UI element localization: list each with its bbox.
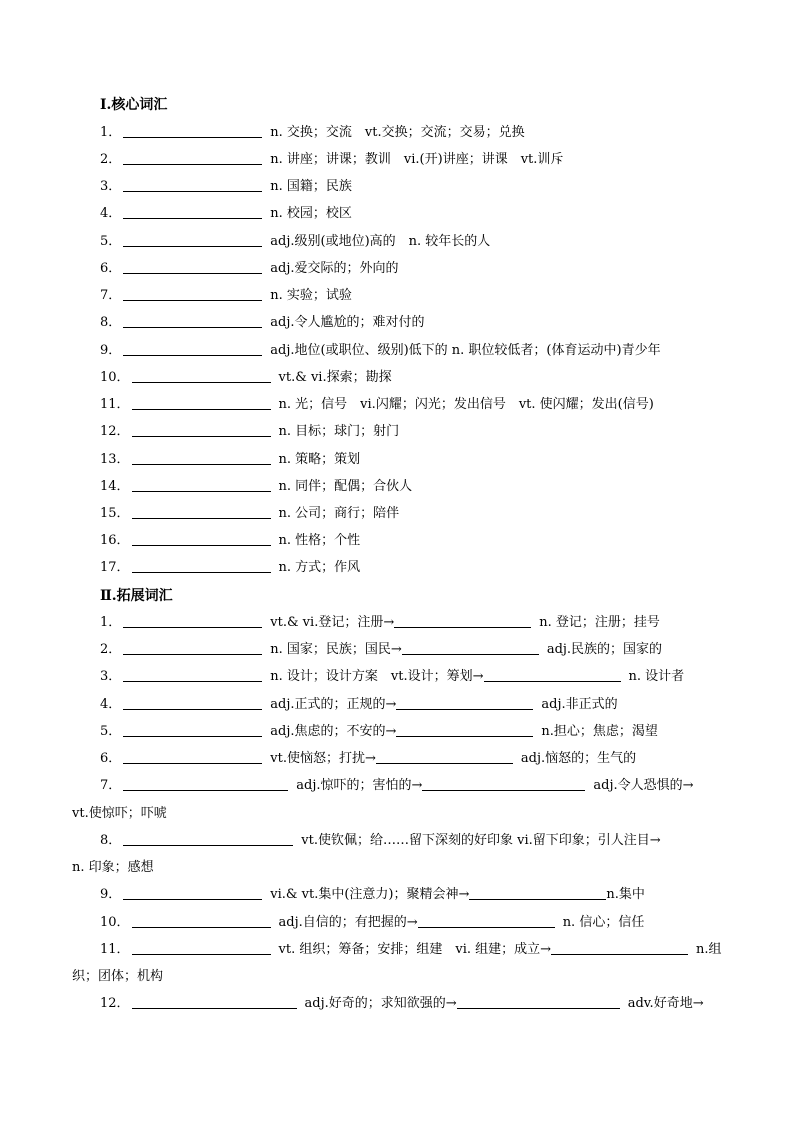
definition: n. 设计者 <box>628 669 685 684</box>
definition: n. 登记；注册；挂号 <box>539 615 660 630</box>
definition: n. 光；信号 vi.闪耀；闪光；发出信号 vt. 使闪耀；发出(信号) <box>278 397 654 412</box>
item-number: 1． <box>100 125 122 140</box>
definition: n. 方式；作风 <box>278 560 361 575</box>
answer-blank[interactable] <box>132 395 271 410</box>
answer-blank[interactable] <box>123 341 262 356</box>
answer-blank[interactable] <box>457 994 620 1009</box>
definition: adj.地位(或职位、级别)低下的 n. 职位较低者；(体育运动中)青少年 <box>270 343 661 358</box>
answer-blank[interactable] <box>123 831 293 846</box>
vocab-item <box>100 256 399 276</box>
item-number: 9． <box>100 343 122 358</box>
vocab-item-continuation <box>72 964 163 984</box>
definition: n. 交换；交流 vt.交换；交流；交易；兑换 <box>270 125 525 140</box>
answer-blank[interactable] <box>376 749 513 764</box>
vocab-item-continuation <box>72 855 154 875</box>
vocab-item <box>100 365 392 385</box>
vocab-item <box>100 174 352 194</box>
vocab-item <box>100 201 352 221</box>
definition: vi.& vt.集中(注意力)；聚精会神→ <box>270 887 470 902</box>
definition: adv.好奇地→ <box>627 996 704 1011</box>
definition: vt.使惊吓；吓唬 <box>72 806 167 821</box>
definition: n. 同伴；配偶；合伙人 <box>278 479 413 494</box>
vocab-item <box>100 419 399 439</box>
definition: n. 印象；感想 <box>72 860 154 875</box>
definition: adj.令人恐惧的→ <box>593 778 694 793</box>
definition: adj.恼怒的；生气的 <box>520 751 637 766</box>
definition: adj.正式的；正规的→ <box>270 697 397 712</box>
answer-blank[interactable] <box>422 776 585 791</box>
vocab-item <box>100 501 399 521</box>
vocab-item <box>100 637 662 657</box>
vocab-item <box>100 528 360 548</box>
item-number: 3． <box>100 669 122 684</box>
item-number: 13． <box>100 452 130 467</box>
definition: adj.爱交际的；外向的 <box>270 261 399 276</box>
item-number: 10． <box>100 915 130 930</box>
item-number: 8． <box>100 315 122 330</box>
definition: vt.使钦佩；给……留下深刻的好印象 vi.留下印象；引人注目→ <box>301 833 661 848</box>
item-number: 11． <box>100 942 130 957</box>
vocab-item <box>100 283 352 303</box>
answer-blank[interactable] <box>132 477 271 492</box>
vocab-item <box>100 828 661 848</box>
item-number: 5． <box>100 724 122 739</box>
definition: 织；团体；机构 <box>72 969 164 984</box>
answer-blank[interactable] <box>551 940 688 955</box>
item-number: 15． <box>100 506 130 521</box>
answer-blank[interactable] <box>132 531 271 546</box>
vocab-item <box>100 746 636 766</box>
vocab-item <box>100 447 360 467</box>
vocab-item <box>100 610 660 630</box>
answer-blank[interactable] <box>132 504 271 519</box>
answer-blank[interactable] <box>123 722 262 737</box>
item-number: 12． <box>100 424 130 439</box>
definition: adj.民族的；国家的 <box>546 642 663 657</box>
definition: n. 校园；校区 <box>270 206 352 221</box>
answer-blank[interactable] <box>123 232 262 247</box>
definition: n. 目标；球门；射门 <box>278 424 400 439</box>
vocab-item <box>100 664 684 684</box>
definition: n.集中 <box>606 887 645 902</box>
item-number: 2． <box>100 642 122 657</box>
definition: n. 公司；商行；陪伴 <box>278 506 400 521</box>
answer-blank[interactable] <box>418 913 555 928</box>
vocab-item <box>100 392 654 412</box>
answer-blank[interactable] <box>123 749 262 764</box>
answer-blank[interactable] <box>402 640 539 655</box>
answer-blank[interactable] <box>123 259 262 274</box>
vocab-item <box>100 719 658 739</box>
section-heading-core-vocabulary: Ⅰ.核心词汇 <box>100 97 168 113</box>
vocab-item <box>100 991 704 1011</box>
answer-blank[interactable] <box>484 667 621 682</box>
answer-blank[interactable] <box>132 940 271 955</box>
vocab-item <box>100 910 644 930</box>
answer-blank[interactable] <box>132 994 297 1009</box>
vocab-item <box>100 937 722 957</box>
item-number: 16． <box>100 533 130 548</box>
vocab-item <box>100 692 618 712</box>
answer-blank[interactable] <box>123 776 288 791</box>
definition: adj.非正式的 <box>541 697 618 712</box>
answer-blank[interactable] <box>394 613 531 628</box>
item-number: 14． <box>100 479 130 494</box>
definition: adj.好奇的；求知欲强的→ <box>304 996 457 1011</box>
answer-blank[interactable] <box>123 667 262 682</box>
answer-blank[interactable] <box>469 885 606 900</box>
definition: n. 国家；民族；国民→ <box>270 642 402 657</box>
item-number: 6． <box>100 261 122 276</box>
answer-blank[interactable] <box>132 558 271 573</box>
vocab-item <box>100 147 563 167</box>
item-number: 8． <box>100 833 122 848</box>
definition: n. 策略；策划 <box>278 452 361 467</box>
answer-blank[interactable] <box>396 695 533 710</box>
item-number: 7． <box>100 778 122 793</box>
definition: n. 设计；设计方案 vt.设计；筹划→ <box>270 669 484 684</box>
answer-blank[interactable] <box>123 286 262 301</box>
item-number: 5． <box>100 234 122 249</box>
item-number: 3． <box>100 179 122 194</box>
answer-blank[interactable] <box>396 722 533 737</box>
item-number: 4． <box>100 697 122 712</box>
item-number: 2． <box>100 152 122 167</box>
definition: adj.级别(或地位)高的 n. 较年长的人 <box>270 234 491 249</box>
definition: n. 信心；信任 <box>562 915 645 930</box>
answer-blank[interactable] <box>123 123 262 138</box>
definition: n.组 <box>696 942 722 957</box>
item-number: 6． <box>100 751 122 766</box>
vocab-item <box>100 120 525 140</box>
definition: n. 性格；个性 <box>278 533 361 548</box>
item-number: 17． <box>100 560 130 575</box>
item-number: 4． <box>100 206 122 221</box>
answer-blank[interactable] <box>132 450 271 465</box>
answer-blank[interactable] <box>123 150 262 165</box>
definition: adj.惊吓的；害怕的→ <box>296 778 423 793</box>
answer-blank[interactable] <box>123 640 262 655</box>
item-number: 12． <box>100 996 130 1011</box>
definition: n. 实验；试验 <box>270 288 352 303</box>
item-number: 7． <box>100 288 122 303</box>
answer-blank[interactable] <box>123 695 262 710</box>
definition: vt.& vi.登记；注册→ <box>270 615 395 630</box>
definition: adj.焦虑的；不安的→ <box>270 724 397 739</box>
definition: vt.使恼怒；打扰→ <box>270 751 376 766</box>
item-number: 1． <box>100 615 122 630</box>
definition: vt. 组织；筹备；安排；组建 vi. 组建；成立→ <box>278 942 552 957</box>
vocab-item <box>100 773 694 793</box>
answer-blank[interactable] <box>123 313 262 328</box>
item-number: 9． <box>100 887 122 902</box>
item-number: 10． <box>100 370 130 385</box>
vocab-item <box>100 474 412 494</box>
answer-blank[interactable] <box>123 204 262 219</box>
definition: adj.令人尴尬的；难对付的 <box>270 315 425 330</box>
answer-blank[interactable] <box>132 368 271 383</box>
definition: adj.自信的；有把握的→ <box>278 915 418 930</box>
vocab-item <box>100 882 645 902</box>
definition: n. 讲座；讲课；教训 vi.(开)讲座；讲课 vt.训斥 <box>270 152 564 167</box>
vocab-item <box>100 310 425 330</box>
definition: vt.& vi.探索；勘探 <box>278 370 392 385</box>
definition: n. 国籍；民族 <box>270 179 352 194</box>
answer-blank[interactable] <box>123 177 262 192</box>
vocab-item <box>100 555 360 575</box>
vocab-item <box>100 229 490 249</box>
definition: n.担心；焦虑；渴望 <box>541 724 658 739</box>
vocab-item-continuation <box>72 801 167 821</box>
answer-blank[interactable] <box>132 422 271 437</box>
item-number: 11． <box>100 397 130 412</box>
answer-blank[interactable] <box>123 885 262 900</box>
answer-blank[interactable] <box>123 613 262 628</box>
answer-blank[interactable] <box>132 913 271 928</box>
section-heading-extended-vocabulary: Ⅱ.拓展词汇 <box>100 588 173 604</box>
vocab-item <box>100 338 661 358</box>
